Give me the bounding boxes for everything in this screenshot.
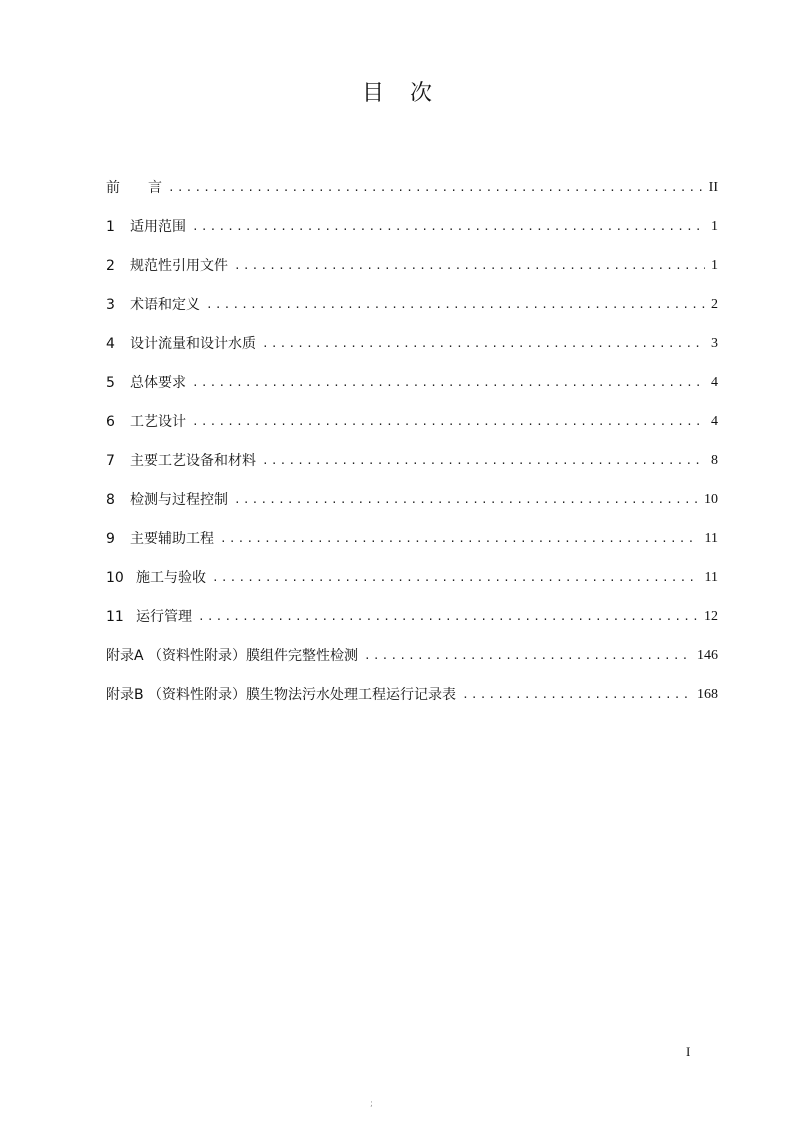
- toc-entry-10[interactable]: [106, 558, 718, 597]
- toc-entry-title: 规范性引用文件: [130, 257, 228, 274]
- toc-leader-dots: [212, 568, 699, 588]
- toc-leader-dots: [262, 334, 705, 354]
- toc-section-number: 11: [106, 608, 124, 625]
- toc-entry-4[interactable]: [106, 324, 718, 363]
- toc-entry-title: 检测与过程控制: [130, 491, 228, 508]
- toc-leader-dots: [192, 412, 705, 432]
- toc-entry-11[interactable]: [106, 597, 718, 636]
- toc-entry-title: 主要工艺设备和材料: [130, 452, 256, 469]
- toc-entry-9[interactable]: [106, 519, 718, 558]
- toc-page-number: 1: [711, 257, 718, 273]
- toc-leader-dots: [206, 295, 705, 315]
- toc-page-number: 11: [704, 530, 718, 546]
- toc-entry-title: 术语和定义: [130, 296, 200, 313]
- page-folio-number: I: [686, 1044, 691, 1059]
- toc-page-number: II: [708, 179, 718, 195]
- toc-leader-dots: [462, 685, 691, 705]
- toc-section-number: 6: [106, 413, 115, 430]
- toc-entry-title: 适用范围: [130, 218, 186, 235]
- toc-page-number: 12: [704, 608, 718, 624]
- toc-entry-7[interactable]: [106, 441, 718, 480]
- toc-leader-dots: [234, 256, 705, 276]
- toc-leader-dots: [220, 529, 699, 549]
- toc-leader-dots: [168, 178, 703, 198]
- toc-page-number: 4: [711, 413, 718, 429]
- toc-section-number: 2: [106, 257, 115, 274]
- toc-page-number: 10: [704, 491, 718, 507]
- toc-leader-dots: [262, 451, 705, 471]
- toc-entry-title: 设计流量和设计水质: [130, 335, 256, 352]
- toc-leader-dots: [198, 607, 698, 627]
- toc-entry-8[interactable]: [106, 480, 718, 519]
- toc-entry-2[interactable]: [106, 246, 718, 285]
- toc-leader-dots: [192, 217, 705, 237]
- toc-section-number: 5: [106, 374, 115, 391]
- toc-entry-1[interactable]: [106, 207, 718, 246]
- toc-section-number: 3: [106, 296, 115, 313]
- toc-page-number: 2: [711, 296, 718, 312]
- toc-page-number: 146: [697, 647, 718, 663]
- toc-leader-dots: [364, 646, 691, 666]
- toc-section-number: 8: [106, 491, 115, 508]
- toc-entry-appendix-a[interactable]: [106, 636, 718, 675]
- toc-page-number: 4: [711, 374, 718, 390]
- toc-section-number: 7: [106, 452, 115, 469]
- toc-entry-preface[interactable]: [106, 168, 718, 207]
- toc-section-number: 1: [106, 218, 115, 235]
- title-char-1: 目: [361, 81, 384, 106]
- toc-entry-title: 工艺设计: [130, 413, 186, 430]
- toc-page-number: 1: [711, 218, 718, 234]
- toc-entry-appendix-b[interactable]: [106, 675, 718, 714]
- toc-page-number: 168: [697, 686, 718, 702]
- toc-page-number: 11: [704, 569, 718, 585]
- toc-entry-6[interactable]: [106, 402, 718, 441]
- toc-section-number: 9: [106, 530, 115, 547]
- toc-entry-title: 主要辅助工程: [130, 530, 214, 547]
- page-title: [0, 76, 794, 107]
- toc-section-number: 4: [106, 335, 115, 352]
- scan-artifact-mark: ;: [370, 1099, 374, 1109]
- toc-entry-3[interactable]: [106, 285, 718, 324]
- toc-entry-title: 前 言: [106, 179, 162, 196]
- toc-entry-title: 附录A （资料性附录）膜组件完整性检测: [106, 647, 359, 664]
- toc-entry-title: 运行管理: [136, 608, 192, 625]
- toc-page-number: 8: [711, 452, 718, 468]
- toc-leader-dots: [234, 490, 698, 510]
- title-char-2: 次: [410, 81, 433, 106]
- table-of-contents: [106, 168, 718, 714]
- toc-entry-title: 施工与验收: [136, 569, 206, 586]
- toc-entry-title: 总体要求: [130, 374, 186, 391]
- toc-section-number: 10: [106, 569, 124, 586]
- toc-entry-5[interactable]: [106, 363, 718, 402]
- toc-leader-dots: [192, 373, 705, 393]
- toc-entry-title: 附录B （资料性附录）膜生物法污水处理工程运行记录表: [106, 686, 457, 703]
- toc-page-number: 3: [711, 335, 718, 351]
